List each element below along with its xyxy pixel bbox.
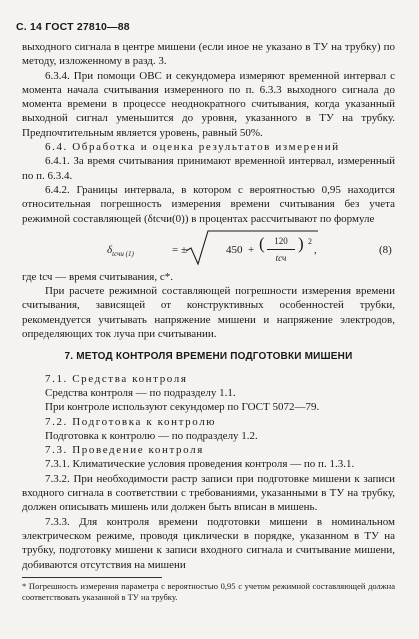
- section-7-heading: 7. МЕТОД КОНТРОЛЯ ВРЕМЕНИ ПОДГОТОВКИ МИШЕНИ: [64, 351, 353, 363]
- paragraph-7-3-3: 7.3.3. Для контроля времени подготовки мишени в номинальном электрическом режиме, проводя циклически в порядке, указанном в ТУ на трубку, подготовку мишени к записи входного сигнала и считывание мишени, добиваются отсутствия на мишени: [22, 515, 395, 571]
- formula-equals: = ±: [172, 243, 187, 256]
- subsection-7-2-title: 7.2. Подготовка к контролю: [45, 415, 217, 428]
- paragraph-7-3-2: 7.3.2. При необходимости растр записи при подготовке мишени к записи входного сигнала в соответствии с требованиями, указанными в ТУ на трубку, должен описывать мишень или должен быть вписан в мишень.: [22, 472, 395, 514]
- footnote-divider: [22, 577, 162, 578]
- formula-close-paren: ): [298, 233, 304, 253]
- subsection-6-4-title: 6.4. Обработка и оценка результатов измерений: [45, 141, 340, 154]
- page-header: С. 14 ГОСТ 27810—88: [16, 21, 130, 33]
- formula-constant: 450: [226, 243, 243, 256]
- formula-comma: ,: [314, 243, 317, 256]
- paragraph-6-4-1: 6.4.1. За время считывания принимают временной интервал, измеренный по п. 6.3.4.: [22, 155, 395, 182]
- formula-plus: +: [248, 243, 255, 256]
- formula-fraction: [267, 234, 295, 266]
- line-7-1-b: При контроле используют секундомер по ГОСТ 5072—79.: [45, 401, 320, 414]
- formula-power: 2: [308, 236, 312, 246]
- paragraph-6-3-4: 6.3.4. При помощи ОВС и секундомера измеряют временной интервал с момента начала считывания измеренного по п. 6.3.3 выходного сигнала до момента времени в процессе неоднократного считывания, когда указанный выходной сигнал уменьшится до уровня, указанного в ТУ на трубку. Предпочтительным является уровень, равный 50%.: [22, 69, 395, 139]
- paragraph-continuation: выходного сигнала в центре мишени (если иное не указано в ТУ на трубку) по методу, изложенному в разд. 3.: [22, 41, 395, 68]
- paragraph-6-4-2: 6.4.2. Границы интервала, в котором с вероятностью 0,95 находится относительная погрешность измерения времени считывания без учета режимной составляющей (δtсчи(0)) в процентах рассчитывают по формуле: [22, 183, 395, 225]
- formula-lhs: $\delta_{tсчи (1)}$: [107, 243, 134, 259]
- fraction-numerator: 120: [267, 234, 295, 250]
- formula-open-paren: (: [259, 233, 265, 253]
- fraction-denominator: tсч: [275, 253, 287, 264]
- formula-8: [22, 229, 395, 267]
- formula-number: (8): [379, 243, 392, 256]
- page-body: [22, 40, 395, 603]
- line-7-2-a: Подготовка к контролю — по подразделу 1.2.: [45, 429, 258, 442]
- subsection-7-1-title: 7.1. Средства контроля: [45, 372, 188, 385]
- paragraph-mode-component: При расчете режимной составляющей погрешности измерения времени считывания, зависящей от конструктивных особенностей трубки, рекомендуется учитывать напряжение мишени и напряжение электродов, определяющих ток луча при считывании.: [22, 285, 395, 341]
- subsection-7-3-title: 7.3. Проведение контроля: [45, 444, 204, 457]
- footnote: * Погрешность измерения параметра с вероятностью 0,95 с учетом режимной составляющей должна соответствовать указанной в ТУ на трубку.: [22, 580, 395, 602]
- formula-where: где tсч — время считывания, с*.: [22, 270, 173, 283]
- paragraph-7-3-1: 7.3.1. Климатические условия проведения контроля — по п. 1.3.1.: [45, 458, 355, 471]
- line-7-1-a: Средства контроля — по подразделу 1.1.: [45, 386, 236, 399]
